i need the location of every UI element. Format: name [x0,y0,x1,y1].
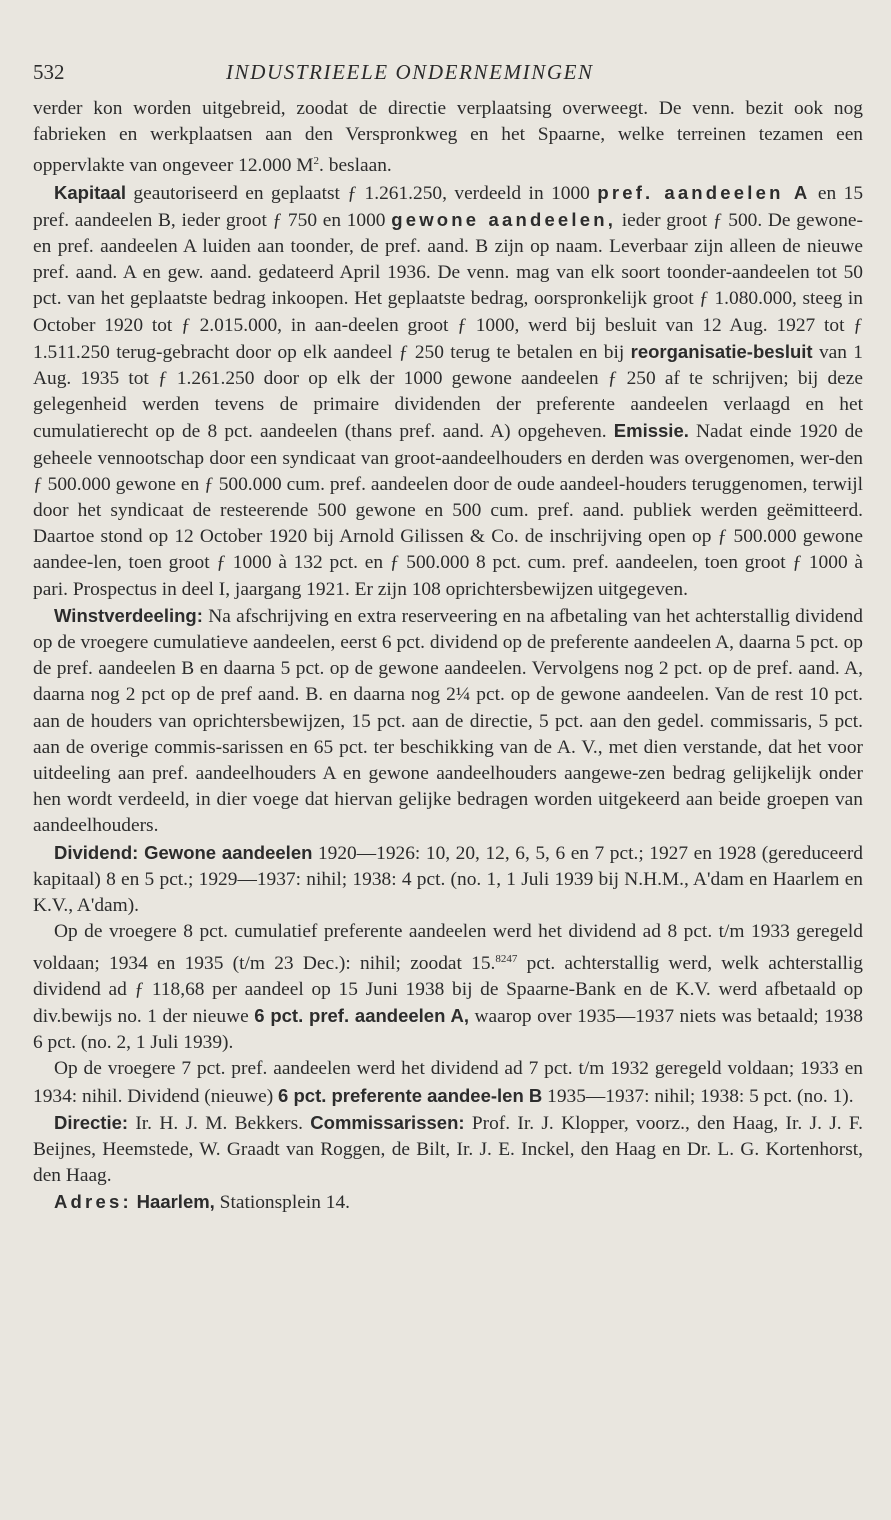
emphasized-text: gewone aandeelen, [391,208,617,230]
text-run: geautoriseerd en geplaatst ƒ 1.261.250, verdeeld in 1000 [125,182,598,204]
emphasized-text: Kapitaal [54,181,126,203]
paragraph [33,603,863,840]
page-number: 532 [33,60,65,84]
text-run: Stationsplein 14. [214,1192,351,1214]
text-run: Nadat einde 1920 de geheele vennootschap door een syndicaat van groot-aandeelhouders en derden was overgenomen, wer-den ƒ 500.000 gewone en ƒ 500.000 cum. pref. aandeelen door de oude aandeel-houders teruggenomen, terwijl door het syndicaat de resteerende 500 gewone en 500 cum. pref. aand. publiek werden geëmitteerd. Daartoe stond op 12 October 1920 bij Arnold Gilissen & Co. de inschrijving open op ƒ 500.000 gewone aandee-len, toen groot ƒ 1000 à 132 pct. en ƒ 500.000 8 pct. cum. pref. aandeelen, toen groot ƒ 1000 à pari. Prospectus in deel I, jaargang 1921. Er zijn 108 oprichtersbewijzen uitgegeven. [33,421,863,600]
emphasized-text: Commissarissen: [310,1111,465,1133]
text-run: Op de vroegere 8 pct. cumulatief preferente aandeelen werd het dividend ad 8 pct. t/m 1933 geregeld voldaan; 1934 en 1935 (t/m 23 Dec.): nihil; zoodat 15. [33,921,863,974]
paragraph [33,919,863,1056]
text-run: van 1 Aug. 1935 tot ƒ 1.261.250 door op elk der 1000 gewone aandeelen ƒ 250 af te schrijven; bij deze gelegenheid werden tevens de primaire dividenden der preferente aandeelen verlaagd en het cumulatierecht op de 8 pct. aandeelen (thans pref. aand. A) opgeheven. [33,341,863,443]
paragraph [33,840,863,920]
text-run: 1920—1926: 10, 20, 12, 6, 5, 6 en 7 pct.; 1927 en 1928 (gereduceerd kapitaal) 8 en 5 pct.; 1929—1937: nihil; 1938: 4 pct. (no. 1, 1 Juli 1939 bij N.H.M., A'dam en Haarlem en K.V., A'dam). [33,842,863,917]
superscript-text: 2 [313,155,320,168]
paragraph [33,96,863,180]
paragraph [33,1056,863,1109]
text-run: pct. achterstallig werd, welk achterstallig dividend ad ƒ 118,68 per aandeel op 15 Juni 1938 bij de Spaarne-Bank en de K.V. werd afbetaald op div.bewijs no. 1 der nieuwe [33,952,864,1027]
text-run: 1935—1937: nihil; 1938: 5 pct. (no. 1). [542,1085,854,1107]
text-run: Na afschrijving en extra reserveering en na afbetaling van het achterstallig dividend op de vroegere cumulatieve aandeelen, eerst 6 pct. dividend op de preferente aandeelen A, daarna 5 pct. op de pref. aandeelen B en daarna 5 pct. op de gewone aandeelen. Vervolgens nog 2 pct. op de pref. aand. A, daarna nog 2 pct op de pref aand. B. en daarna nog 2¼ pct. op de gewone aandeelen. Van de rest 10 pct. aan de houders van oprichtersbewijzen, 15 pct. aan de directie, 5 pct. aan den gedel. commissaris, 5 pct. aan de overige commis-sarissen en 65 pct. ter beschikking van de A. V., met dien verstande, dat het voor uitdeeling aan pref. aandeelhouders A en gewone aandeelhouders aangewe-zen bedrag gelijkelijk onder hen wordt verdeeld, in dier voege dat hiervan gelijke bedragen worden uitgekeerd aan beide groepen van aandeelhouders. [33,605,863,837]
text-run: en 15 pref. aandeelen B, ieder groot ƒ 750 en 1000 [33,182,864,231]
emphasized-text: 6 pct. pref. aandeelen A, [254,1004,470,1026]
emphasized-text: 6 pct. preferente aandee-len B [278,1084,543,1106]
paragraph [33,180,863,603]
emphasized-text: Haarlem, [136,1191,215,1213]
text-run: waarop over 1935—1937 niets was betaald; 1938 6 pct. (no. 2, 1 Juli 1939). [33,1005,863,1054]
text-run: Prof. Ir. J. Klopper, voorz., den Haag, Ir. J. J. F. Beijnes, Heemstede, W. Graadt van Roggen, de Bilt, Ir. J. E. Inckel, den Haag en Dr. L. G. Kortenhorst, den Haag. [33,1112,864,1187]
text-run: . beslaan. [319,155,392,177]
emphasized-text: Emissie. [613,420,689,442]
emphasized-text: Dividend: Gewone aandeelen [54,841,313,863]
text-run: verder kon worden uitgebreid, zoodat de directie verplaatsing overweegt. De venn. bezit ook nog fabrieken en werkplaatsen aan den Verspronkweg en het Spaarne, welke terreinen tezamen een oppervlakte van ongeveer 12.000 M [33,98,863,177]
page-header [33,60,863,96]
running-title: INDUSTRIEELE ONDERNEMINGEN [226,60,594,84]
text-run: Ir. H. J. M. Bekkers. [128,1112,311,1134]
text-run: ieder groot ƒ 500. De gewone- en pref. aandeelen A luiden aan toonder, de pref. aand. B zijn op naam. Leverbaar zijn alleen de nieuwe pref. aand. A en gew. aand. gedateerd April 1936. De venn. mag van elk soort toonder-aandeelen tot 50 pct. van het geplaatste bedrag inkoopen. Het geplaatste bedrag, oorspronkelijk groot ƒ 1.080.000, steeg in October 1920 tot ƒ 2.015.000, in aan-deelen groot ƒ 1000, werd bij besluit van 12 Aug. 1927 tot ƒ 1.511.250 terug-gebracht door op elk aandeel ƒ 250 terug te betalen en bij [33,209,863,363]
emphasized-text: Directie: [54,1111,129,1133]
emphasized-text: reorganisatie-besluit [630,340,813,362]
emphasized-text: Adres: [54,1191,132,1213]
superscript-text: 8247 [495,952,518,965]
text-run: Op de vroegere 7 pct. pref. aandeelen werd het dividend ad 7 pct. t/m 1932 geregeld voldaan; 1933 en 1934: nihil. Dividend (nieuwe) [33,1058,863,1107]
body-text [33,96,863,1217]
paragraph [33,1110,863,1190]
emphasized-text: pref. aandeelen A [597,181,811,203]
emphasized-text: Winstverdeeling: [54,604,203,626]
paragraph [33,1189,863,1216]
